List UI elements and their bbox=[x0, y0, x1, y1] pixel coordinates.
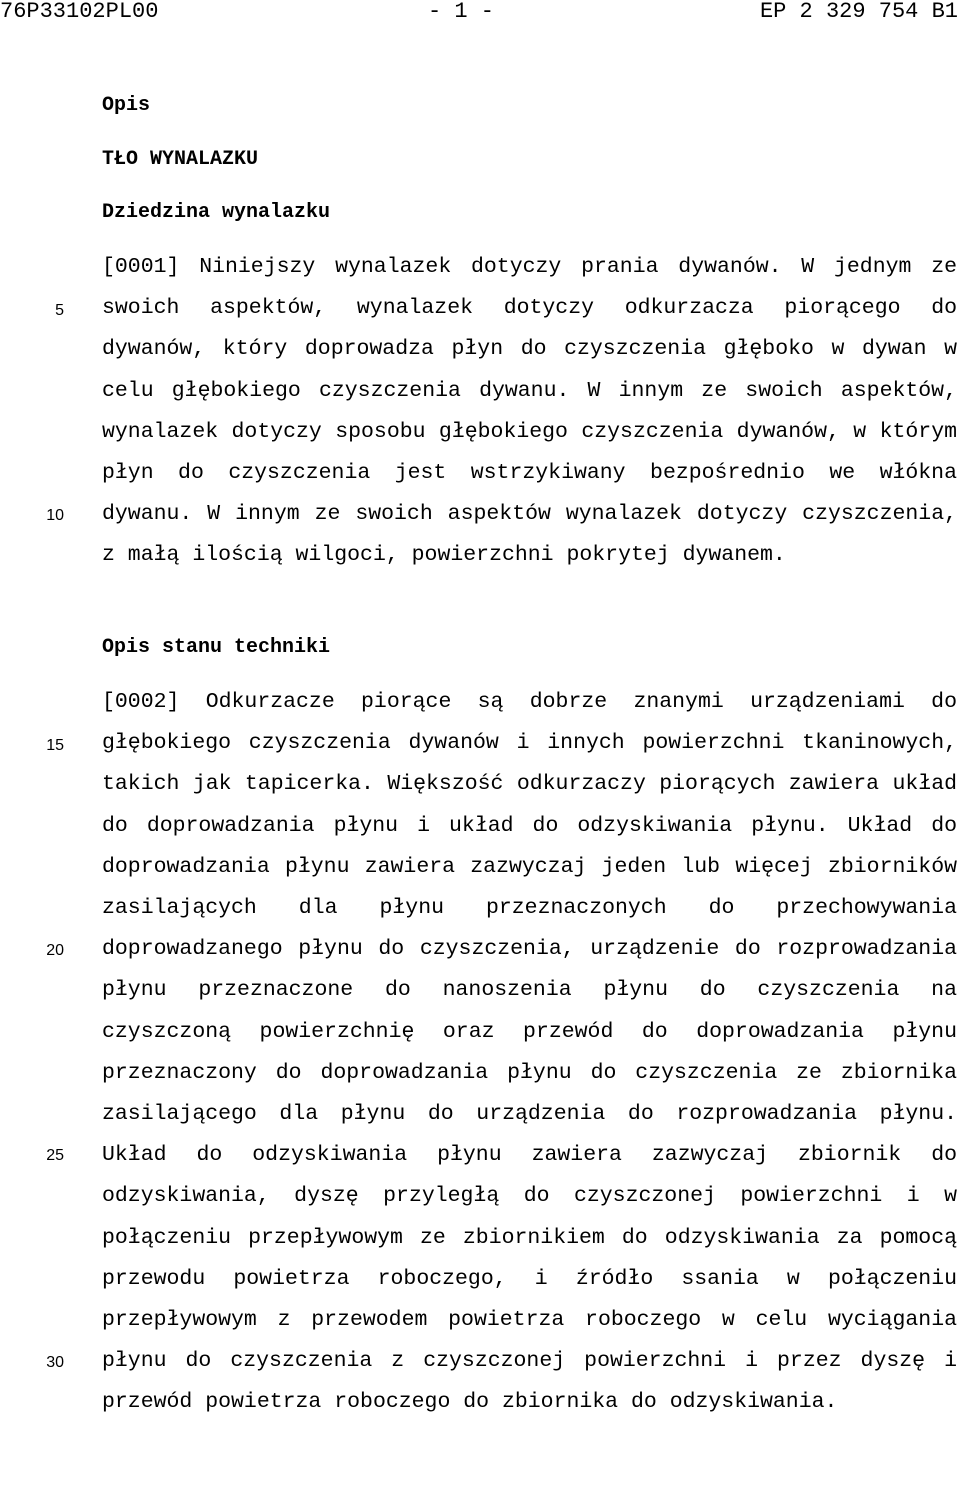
heading-tlo-wynalazku: TŁO WYNALAZKU bbox=[102, 148, 259, 171]
paragraph-0002: [0002] Odkurzacze piorące są dobrze znanymi urządzeniami do głębokiego czyszczenia dywanów i innych powierzchni tkaninowych, takich jak tapicerka. Większość odkurzaczy piorących zawiera układ do doprowadzania płynu i układ do odzyskiwania płynu. Układ do doprowadzania płynu zawiera zazwyczaj jeden lub więcej zbiorników zasilających dla płynu przeznaczonych do przechowywania doprowadzanego płynu do czyszczenia, urządzenie do rozprowadzania płynu przeznaczone do nanoszenia płynu do czyszczenia na czyszczoną powierzchnię oraz przewód do doprowadzania płynu przeznaczony do doprowadzania płynu do czyszczenia ze zbiornika zasilającego dla płynu do urządzenia do rozprowadzania płynu. Układ do odzyskiwania płynu zawiera zazwyczaj zbiornik do odzyskiwania, dyszę przyległą do czyszczonej powierzchni i w połączeniu przepływowym ze zbiornikiem do odzyskiwania za pomocą przewodu powietrza roboczego, i źródło ssania w połączeniu przepływowym z przewodem powietrza roboczego w celu wyciągania płynu do czyszczenia z czyszczonej powierzchni i przez dyszę i przewód powietrza roboczego do zbiornika do odzyskiwania. bbox=[102, 690, 957, 1415]
patent-number: EP 2 329 754 B1 bbox=[759, 0, 958, 24]
line-number-20: 20 bbox=[46, 942, 64, 959]
page-number: - 1 - bbox=[428, 0, 495, 24]
line-number-15: 15 bbox=[46, 737, 64, 754]
line-number-5: 5 bbox=[55, 302, 64, 319]
line-number-30: 30 bbox=[46, 1354, 64, 1371]
line-number-10: 10 bbox=[46, 507, 64, 524]
line-number-25: 25 bbox=[46, 1147, 64, 1164]
paragraph-0001: [0001] Niniejszy wynalazek dotyczy prania dywanów. W jednym ze swoich aspektów, wynalazek dotyczy odkurzacza piorącego do dywanów, który doprowadza płyn do czyszczenia głęboko w dywan w celu głębokiego czyszczenia dywanu. W innym ze swoich aspektów, wynalazek dotyczy sposobu głębokiego czyszczenia dywanów, w którym płyn do czyszczenia jest wstrzykiwany bezpośrednio we włókna dywanu. W innym ze swoich aspektów wynalazek dotyczy czyszczenia, z małą ilością wilgoci, powierzchni pokrytej dywanem. bbox=[102, 255, 957, 568]
document-number: 76P33102PL00 bbox=[0, 0, 159, 24]
heading-opis: Opis bbox=[102, 94, 151, 117]
heading-dziedzina-wynalazku: Dziedzina wynalazku bbox=[102, 201, 331, 224]
heading-opis-stanu-techniki: Opis stanu techniki bbox=[102, 636, 331, 659]
